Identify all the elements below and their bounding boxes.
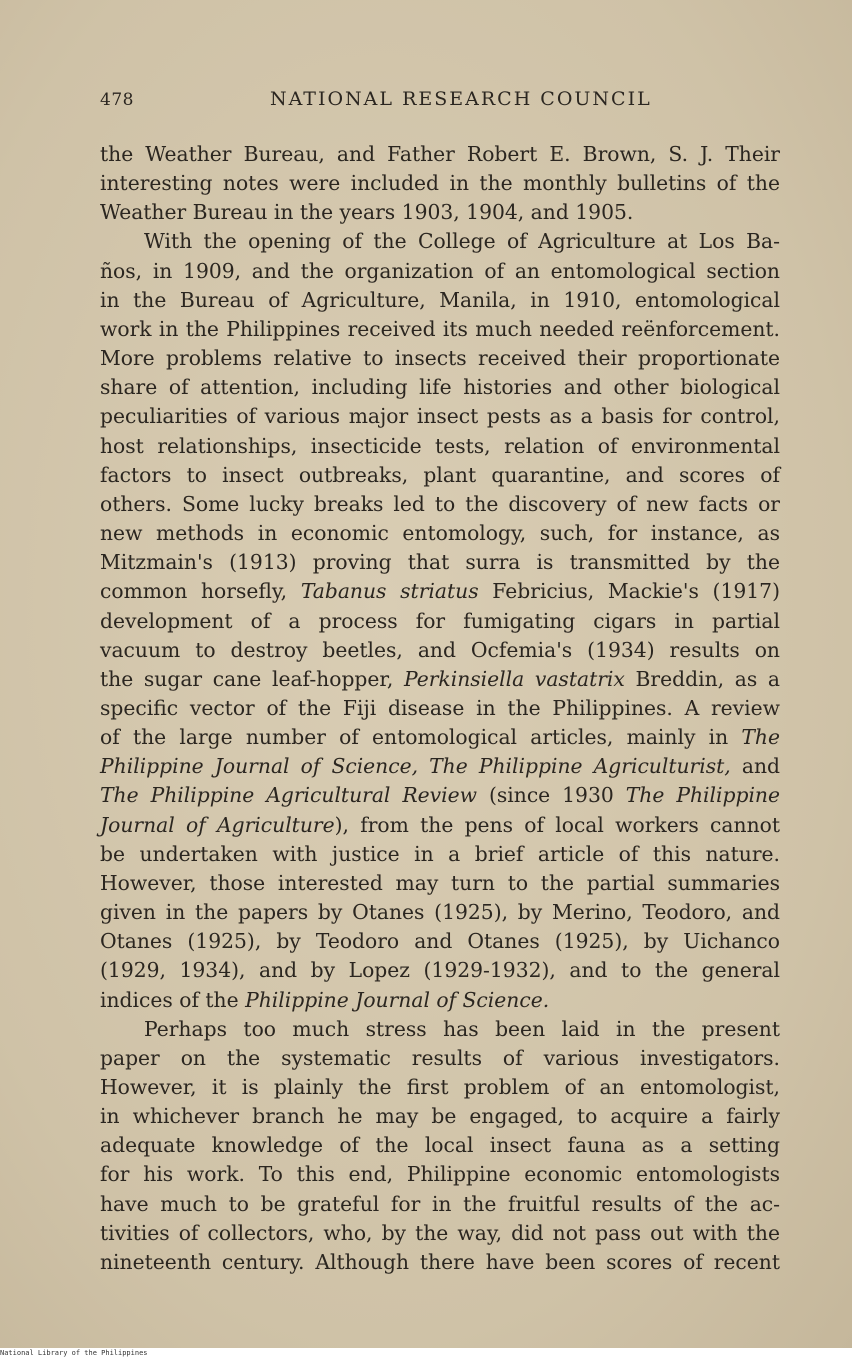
- journal-title: The: [741, 725, 780, 750]
- body-text: [100, 140, 780, 1277]
- text-line: [100, 752, 780, 781]
- text-line: for his work. To this end, Philippine economic entomologists: [100, 1162, 780, 1187]
- text-run: Breddin, as a: [624, 666, 780, 691]
- text-line: [100, 986, 780, 1015]
- text-line: new methods in economic entomology, such, for instance, as: [100, 521, 780, 546]
- text-line: in whichever branch he may be engaged, to acquire a fairly: [100, 1104, 780, 1129]
- text-run: and: [730, 754, 780, 779]
- text-line: ños, in 1909, and the organization of an entomological section: [100, 258, 780, 283]
- text-line: [100, 781, 780, 810]
- text-run: Febricius, Mackie's (1917): [478, 579, 780, 604]
- paragraph-start-line: With the opening of the College of Agriculture at Los Ba-: [144, 229, 780, 254]
- text-line: in the Bureau of Agriculture, Manila, in 1910, entomological: [100, 287, 780, 312]
- text-line: factors to insect outbreaks, plant quarantine, and scores of: [100, 462, 780, 487]
- library-credit: National Library of the Philippines: [0, 1349, 148, 1357]
- text-line: host relationships, insecticide tests, relation of environmental: [100, 433, 780, 458]
- text-line: have much to be grateful for in the fruitful results of the ac-: [100, 1191, 780, 1216]
- text-run: the sugar cane leaf-hopper,: [100, 666, 404, 691]
- text-run: ), from the pens of local workers cannot: [334, 812, 780, 837]
- species-name: Tabanus striatus: [300, 579, 479, 604]
- text-line: nineteenth century. Although there have been scores of recent: [100, 1249, 780, 1274]
- text-line: specific vector of the Fiji disease in the Philippines. A review: [100, 695, 780, 720]
- page-header: [100, 88, 780, 116]
- text-line: Otanes (1925), by Teodoro and Otanes (1925), by Uichanco: [100, 929, 780, 954]
- journal-title: Philippine Journal of Science.: [245, 987, 550, 1012]
- page-number: 478: [100, 90, 134, 110]
- text-line: Mitzmain's (1913) proving that surra is transmitted by the: [100, 550, 780, 575]
- text-line: (1929, 1934), and by Lopez (1929-1932), and to the general: [100, 958, 780, 983]
- text-line: development of a process for fumigating cigars in partial: [100, 608, 780, 633]
- text-line: adequate knowledge of the local insect fauna as a setting: [100, 1133, 780, 1158]
- text-line: vacuum to destroy beetles, and Ocfemia's (1934) results on: [100, 637, 780, 662]
- text-line: paper on the systematic results of various investigators.: [100, 1045, 780, 1070]
- text-line: work in the Philippines received its much needed reënforcement.: [100, 316, 780, 341]
- journal-title: The Philippine Agricultural Review: [100, 783, 477, 808]
- text-line: However, it is plainly the first problem of an entomologist,: [100, 1075, 780, 1099]
- text-run: (since 1930: [476, 783, 626, 808]
- species-name: Perkinsiella vastatrix: [403, 666, 625, 691]
- text-line: [100, 577, 780, 606]
- text-line: others. Some lucky breaks led to the discovery of new facts or: [100, 491, 780, 516]
- text-line: be undertaken with justice in a brief article of this nature.: [100, 841, 780, 866]
- running-head: NATIONAL RESEARCH COUNCIL: [270, 88, 652, 110]
- journal-title: Philippine Journal of Science, The Philippine Agriculturist,: [100, 754, 731, 779]
- text-run: of the large number of entomological articles, mainly in: [100, 725, 742, 750]
- text-line: More problems relative to insects received their proportionate: [100, 346, 780, 371]
- journal-title: Journal of Agriculture: [100, 812, 335, 837]
- text-line: peculiarities of various major insect pests as a basis for control,: [100, 404, 780, 429]
- text-line: [100, 811, 780, 840]
- journal-title: The Philippine: [625, 783, 780, 808]
- text-line: share of attention, including life histories and other biological: [100, 375, 780, 400]
- text-run: indices of the: [100, 987, 246, 1012]
- text-line: the Weather Bureau, and Father Robert E. Brown, S. J. Their: [100, 142, 780, 166]
- text-line: interesting notes were included in the monthly bulletins of the: [100, 171, 780, 196]
- text-run: common horsefly,: [100, 579, 301, 604]
- text-line: However, those interested may turn to the partial summaries: [100, 870, 780, 895]
- text-line: [100, 665, 780, 694]
- text-line: Weather Bureau in the years 1903, 1904, and 1905.: [100, 200, 634, 225]
- text-line: given in the papers by Otanes (1925), by Merino, Teodoro, and: [100, 900, 780, 925]
- text-line: tivities of collectors, who, by the way, did not pass out with the: [100, 1220, 780, 1245]
- paragraph-start-line: Perhaps too much stress has been laid in the present: [144, 1016, 780, 1041]
- text-line: [100, 723, 780, 752]
